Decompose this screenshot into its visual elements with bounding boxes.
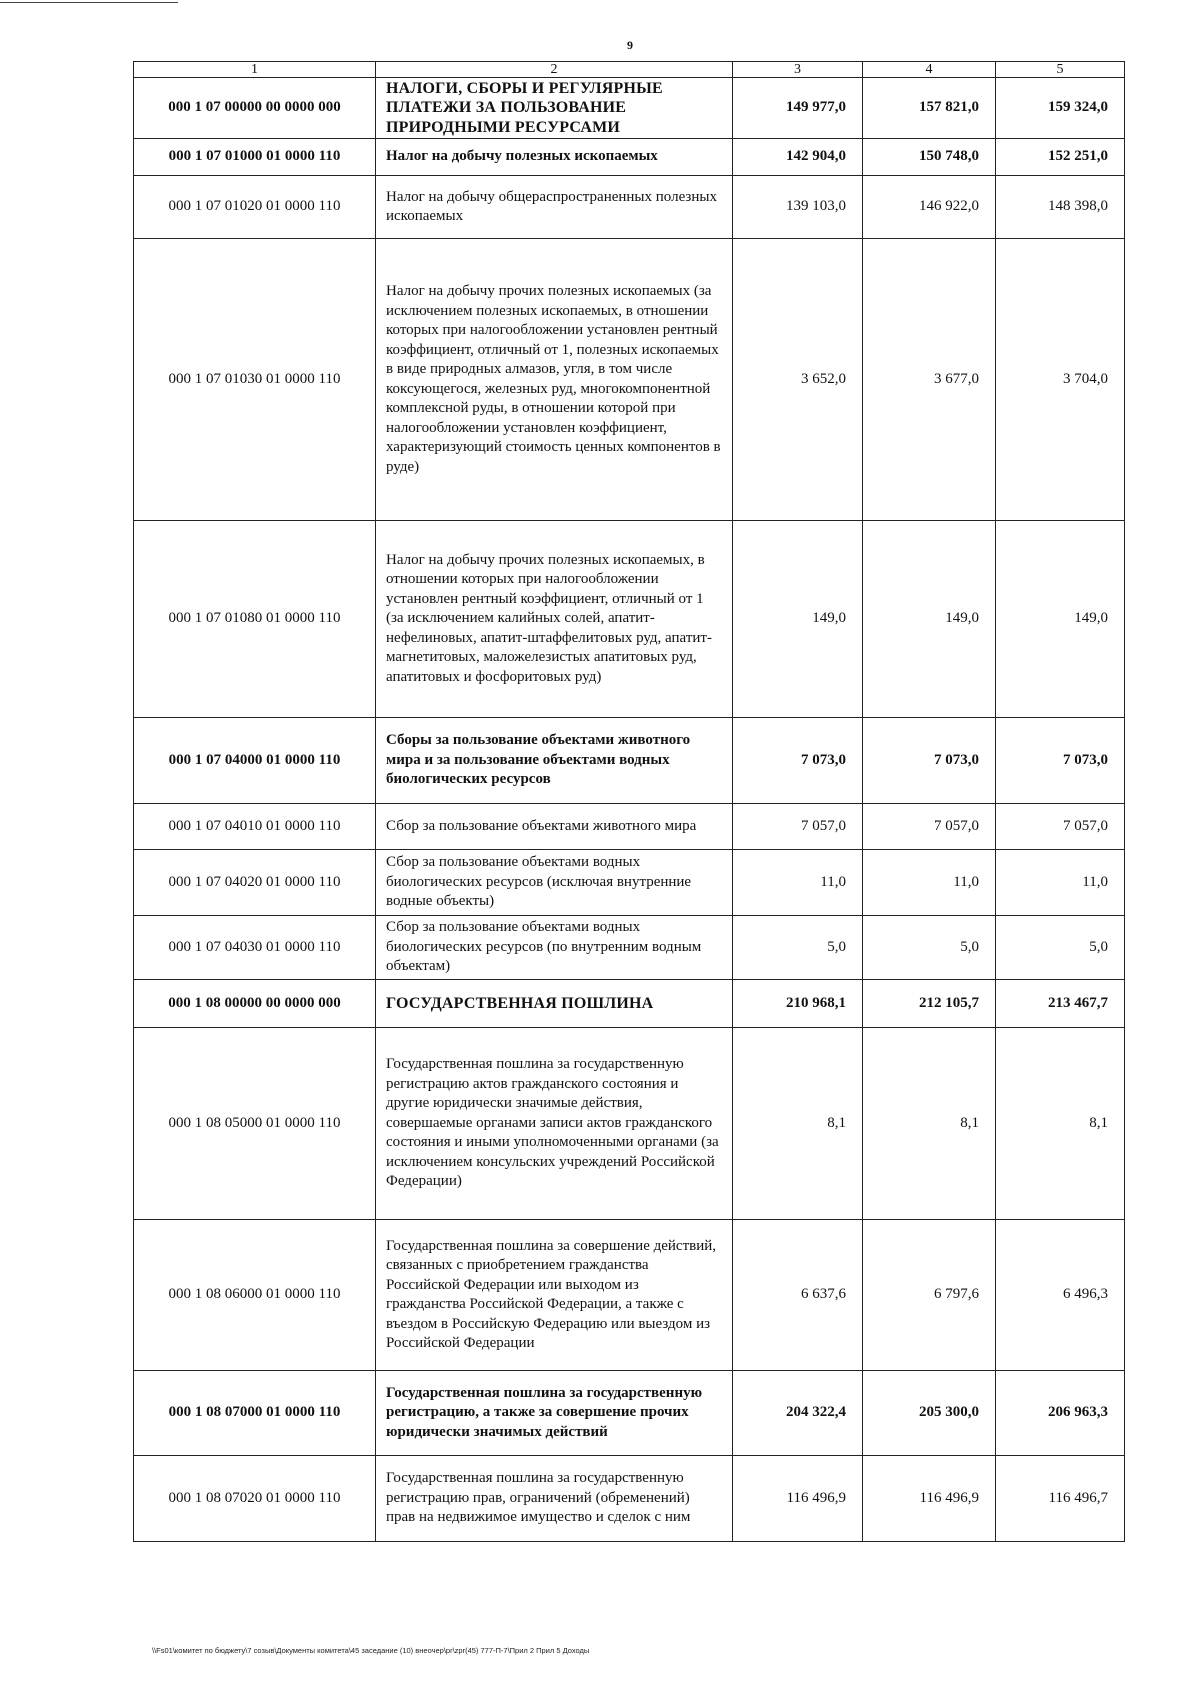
row-value-col3: 11,0	[733, 850, 863, 916]
row-value-col3: 149 977,0	[733, 78, 863, 139]
row-value-col4: 149,0	[863, 521, 996, 718]
table-row	[134, 850, 1125, 916]
row-value-col4: 205 300,0	[863, 1371, 996, 1456]
row-name: Государственная пошлина за совершение действий, связанных с приобретением гражданства Российской Федерации или выходом из гражданства Российской Федерации, а также с въездом в Российскую Федерацию или выездом из Российской Федерации	[376, 1220, 733, 1371]
column-header-3: 3	[733, 62, 863, 78]
column-header-1: 1	[134, 62, 376, 78]
row-name: Сбор за пользование объектами водных биологических ресурсов (по внутренним водным объектам)	[376, 916, 733, 980]
row-value-col4: 116 496,9	[863, 1456, 996, 1542]
row-code: 000 1 07 04000 01 0000 110	[134, 718, 376, 804]
row-value-col5: 152 251,0	[996, 139, 1125, 176]
row-value-col5: 11,0	[996, 850, 1125, 916]
row-value-col5: 6 496,3	[996, 1220, 1125, 1371]
page-number: 9	[627, 38, 633, 52]
row-code: 000 1 07 04030 01 0000 110	[134, 916, 376, 980]
table-row	[134, 1371, 1125, 1456]
row-value-col5: 3 704,0	[996, 239, 1125, 521]
row-value-col5: 5,0	[996, 916, 1125, 980]
row-value-col4: 7 057,0	[863, 804, 996, 850]
row-value-col4: 3 677,0	[863, 239, 996, 521]
row-value-col3: 139 103,0	[733, 176, 863, 239]
row-value-col3: 8,1	[733, 1028, 863, 1220]
row-name: Государственная пошлина за государственную регистрацию, а также за совершение прочих юридически значимых действий	[376, 1371, 733, 1456]
row-value-col3: 7 057,0	[733, 804, 863, 850]
row-value-col4: 6 797,6	[863, 1220, 996, 1371]
row-code: 000 1 07 00000 00 0000 000	[134, 78, 376, 139]
row-code: 000 1 07 04010 01 0000 110	[134, 804, 376, 850]
table-row	[134, 1220, 1125, 1371]
row-value-col4: 11,0	[863, 850, 996, 916]
row-value-col5: 159 324,0	[996, 78, 1125, 139]
row-code: 000 1 08 00000 00 0000 000	[134, 980, 376, 1028]
column-header-4: 4	[863, 62, 996, 78]
table-row	[134, 1456, 1125, 1542]
row-value-col3: 116 496,9	[733, 1456, 863, 1542]
row-name: Сбор за пользование объектами животного мира	[376, 804, 733, 850]
row-value-col4: 5,0	[863, 916, 996, 980]
row-name: Налог на добычу общераспространенных полезных ископаемых	[376, 176, 733, 239]
top-rule	[0, 2, 178, 3]
row-value-col5: 149,0	[996, 521, 1125, 718]
row-name: НАЛОГИ, СБОРЫ И РЕГУЛЯРНЫЕ ПЛАТЕЖИ ЗА ПОЛЬЗОВАНИЕ ПРИРОДНЫМИ РЕСУРСАМИ	[376, 78, 733, 139]
row-code: 000 1 07 01030 01 0000 110	[134, 239, 376, 521]
row-value-col3: 7 073,0	[733, 718, 863, 804]
row-value-col4: 157 821,0	[863, 78, 996, 139]
column-header-row	[134, 62, 1125, 78]
column-header-2: 2	[376, 62, 733, 78]
row-value-col3: 204 322,4	[733, 1371, 863, 1456]
table-row	[134, 980, 1125, 1028]
row-name: Сбор за пользование объектами водных биологических ресурсов (исключая внутренние водные объекты)	[376, 850, 733, 916]
row-value-col3: 149,0	[733, 521, 863, 718]
table-row	[134, 78, 1125, 139]
table-row	[134, 239, 1125, 521]
row-value-col5: 206 963,3	[996, 1371, 1125, 1456]
row-value-col5: 116 496,7	[996, 1456, 1125, 1542]
row-value-col5: 213 467,7	[996, 980, 1125, 1028]
row-value-col3: 5,0	[733, 916, 863, 980]
budget-revenue-table	[133, 61, 1125, 1542]
row-value-col3: 210 968,1	[733, 980, 863, 1028]
row-name: Налог на добычу полезных ископаемых	[376, 139, 733, 176]
row-value-col3: 142 904,0	[733, 139, 863, 176]
table-row	[134, 521, 1125, 718]
row-code: 000 1 07 01080 01 0000 110	[134, 521, 376, 718]
row-code: 000 1 08 05000 01 0000 110	[134, 1028, 376, 1220]
row-value-col3: 6 637,6	[733, 1220, 863, 1371]
row-code: 000 1 08 07000 01 0000 110	[134, 1371, 376, 1456]
row-code: 000 1 07 01020 01 0000 110	[134, 176, 376, 239]
column-header-5: 5	[996, 62, 1125, 78]
table-row	[134, 139, 1125, 176]
row-code: 000 1 08 07020 01 0000 110	[134, 1456, 376, 1542]
row-value-col5: 7 073,0	[996, 718, 1125, 804]
row-code: 000 1 08 06000 01 0000 110	[134, 1220, 376, 1371]
row-name: Сборы за пользование объектами животного мира и за пользование объектами водных биологических ресурсов	[376, 718, 733, 804]
table-row	[134, 718, 1125, 804]
row-name: Налог на добычу прочих полезных ископаемых, в отношении которых при налогообложении установлен рентный коэффициент, отличный от 1 (за исключением калийных солей, апатит-нефелиновых, апатит-штаффелитовых руд, апатит-магнетитовых, маложелезистых апатитовых руд, апатитовых и фосфоритовых руд)	[376, 521, 733, 718]
row-value-col4: 7 073,0	[863, 718, 996, 804]
row-value-col4: 8,1	[863, 1028, 996, 1220]
row-code: 000 1 07 01000 01 0000 110	[134, 139, 376, 176]
row-value-col4: 150 748,0	[863, 139, 996, 176]
row-value-col5: 148 398,0	[996, 176, 1125, 239]
table-row	[134, 916, 1125, 980]
table-row	[134, 804, 1125, 850]
row-value-col3: 3 652,0	[733, 239, 863, 521]
row-value-col4: 146 922,0	[863, 176, 996, 239]
row-code: 000 1 07 04020 01 0000 110	[134, 850, 376, 916]
row-name: ГОСУДАРСТВЕННАЯ ПОШЛИНА	[376, 980, 733, 1028]
table-row	[134, 176, 1125, 239]
row-value-col4: 212 105,7	[863, 980, 996, 1028]
row-value-col5: 7 057,0	[996, 804, 1125, 850]
row-value-col5: 8,1	[996, 1028, 1125, 1220]
row-name: Государственная пошлина за государственную регистрацию актов гражданского состояния и другие юридически значимые действия, совершаемые органами записи актов гражданского состояния и иными уполномоченными органами (за исключением консульских учреждений Российской Федерации)	[376, 1028, 733, 1220]
row-name: Налог на добычу прочих полезных ископаемых (за исключением полезных ископаемых, в отношении которых при налогообложении установлен рентный коэффициент, отличный от 1, полезных ископаемых в виде природных алмазов, угля, в том числе коксующегося, железных руд, многокомпонентной комплексной руды, в отношении которой при налогообложении установлен коэффициент, характеризующий стоимость ценных компонентов в руде)	[376, 239, 733, 521]
row-name: Государственная пошлина за государственную регистрацию прав, ограничений (обременений) прав на недвижимое имущество и сделок с ним	[376, 1456, 733, 1542]
footer-file-path: \\Fs01\комитет по бюджету\7 созыв\Документы комитета\45 заседание (10) внеочер\pr\zpr(45) 777-П-7\Прил 2 Прил 5 Доходы	[152, 1646, 590, 1655]
table-row	[134, 1028, 1125, 1220]
